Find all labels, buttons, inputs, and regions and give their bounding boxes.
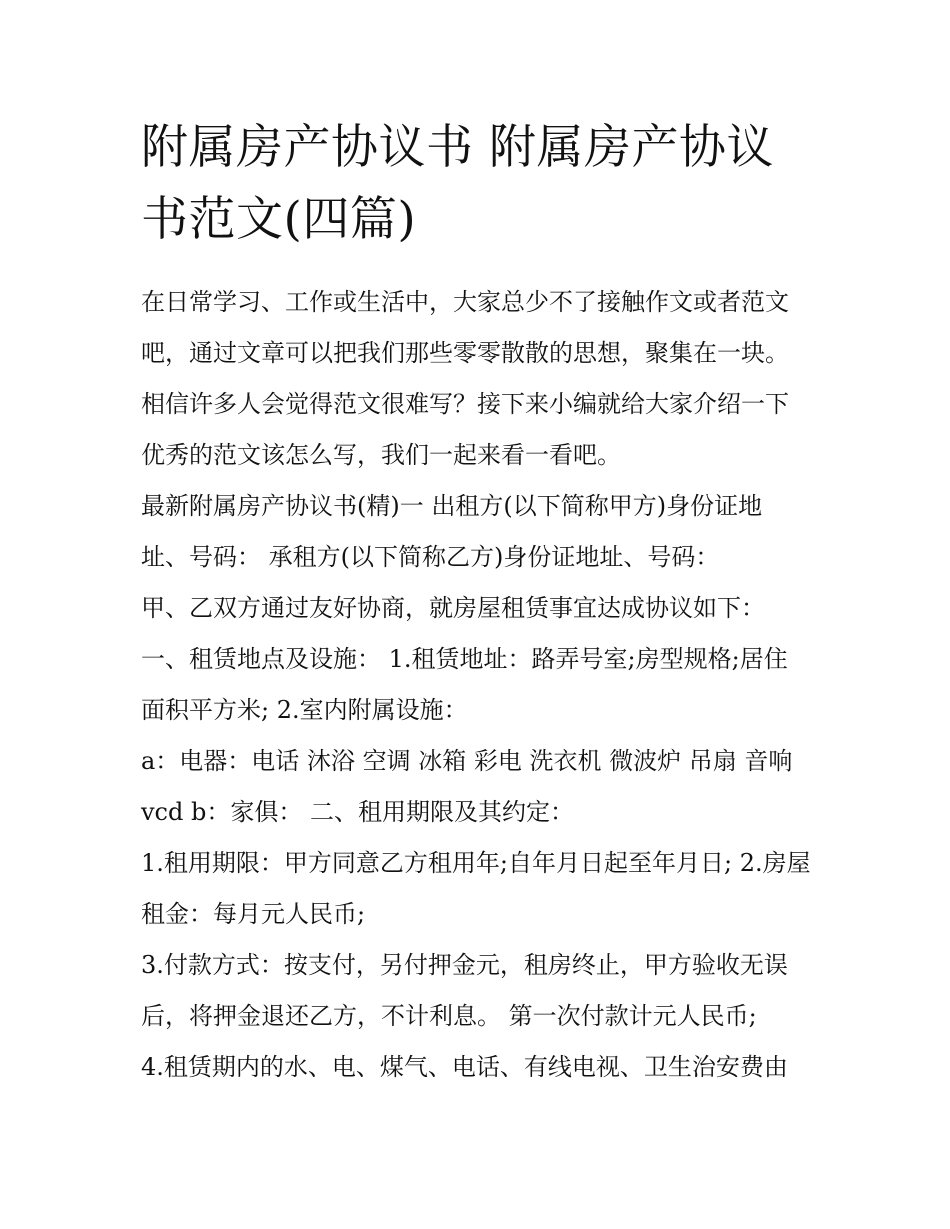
body-line: 面积平方米; 2.室内附属设施： [141,696,468,724]
body-line: 后，将押金退还乙方，不计利息。 第一次付款计元人民币; [141,1002,757,1030]
document-title [141,112,821,256]
body-line: 甲、乙双方通过友好协商，就房屋租赁事宜达成协议如下： [141,594,765,622]
body-line: vcd b：家俱： 二、租用期限及其约定： [141,798,574,826]
body-line: 3.付款方式：按支付，另付押金元，租房终止，甲方验收无误 [141,951,788,979]
title-line: 书范文(四篇) [141,192,417,247]
body-line: 址、号码： 承租方(以下简称乙方)身份证地址、号码： [141,543,720,571]
body-line: 吧，通过文章可以把我们那些零零散散的思想，聚集在一块。 [141,339,789,367]
body-line: 最新附属房产协议书(精)一 出租方(以下简称甲方)身份证地 [141,492,763,520]
body-line: 一、租赁地点及设施： 1.租赁地址：路弄号室;房型规格;居住 [141,645,788,673]
body-line: 1.租用期限：甲方同意乙方租用年;自年月日起至年月日; 2.房屋 [141,849,811,877]
body-line: 租金：每月元人民币; [141,900,366,928]
body-line: 在日常学习、工作或生活中，大家总少不了接触作文或者范文 [141,288,789,316]
document-body [141,280,831,1096]
body-line: 优秀的范文该怎么写，我们一起来看一看吧。 [141,441,621,469]
title-line: 附属房产协议书 附属房产协议 [141,120,774,175]
body-line: a：电器：电话 沐浴 空调 冰箱 彩电 洗衣机 微波炉 吊扇 音响 [141,747,793,775]
body-line: 4.租赁期内的水、电、煤气、电话、有线电视、卫生治安费由 [141,1053,788,1081]
body-line: 相信许多人会觉得范文很难写？接下来小编就给大家介绍一下 [141,390,789,418]
